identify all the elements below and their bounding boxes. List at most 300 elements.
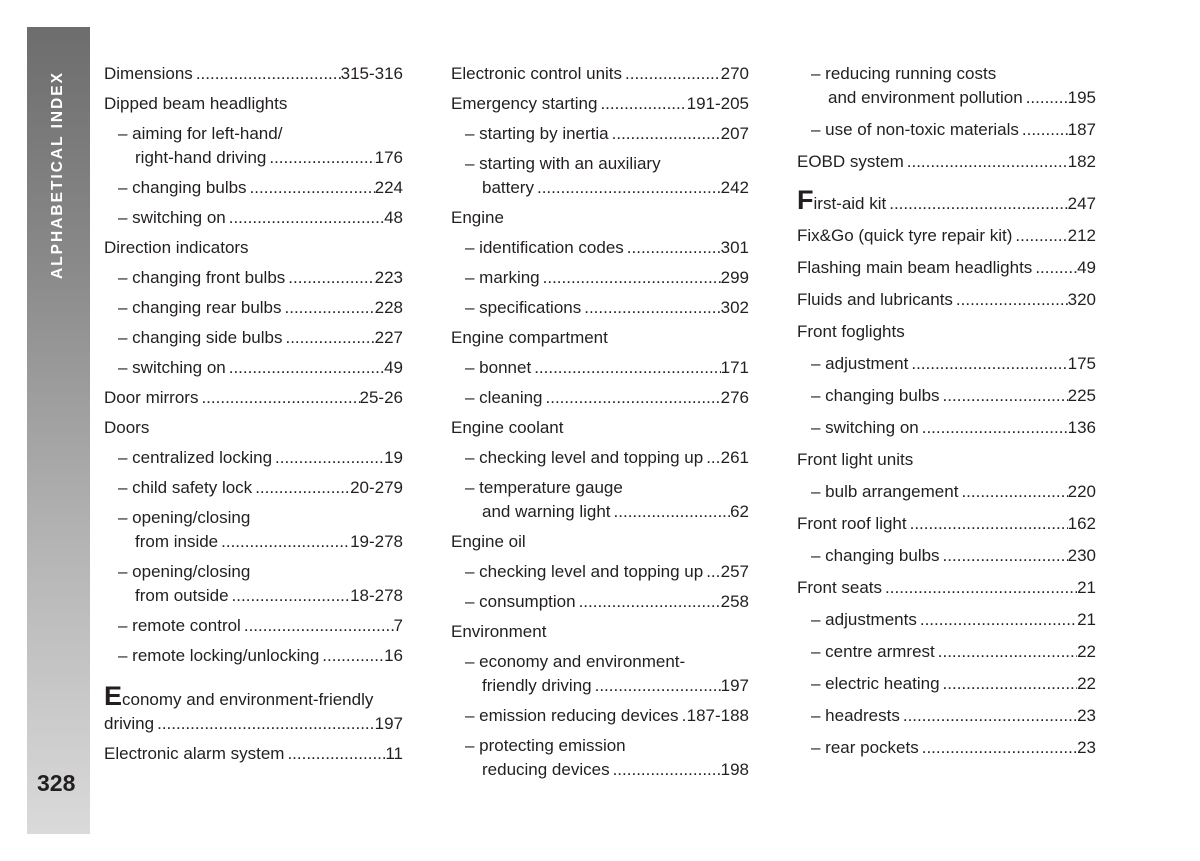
page-number: 328 [37, 770, 76, 796]
dot-leader [597, 92, 686, 116]
index-subentry [797, 544, 1096, 568]
index-entry-text: – protecting emission [465, 736, 626, 755]
index-subentry [104, 476, 403, 500]
index-entry-text: – aiming for left-hand/ [118, 124, 283, 143]
page-ref: 230 [1067, 546, 1096, 565]
index-entry-line [811, 640, 1096, 664]
index-entry-line [118, 146, 403, 170]
page-ref: 11 [385, 744, 403, 763]
index-entry-line [451, 326, 749, 350]
page-ref: 175 [1067, 354, 1096, 373]
dot-leader [886, 192, 1067, 216]
index-subentry [451, 590, 749, 614]
index-column-1 [104, 62, 403, 766]
index-entry-text: – centralized locking [118, 448, 273, 467]
dot-leader [581, 296, 720, 320]
index-entry-text-group [465, 296, 581, 320]
index-entry-text-group [811, 736, 919, 760]
page-ref: 227 [374, 328, 403, 347]
page-ref: 212 [1067, 226, 1096, 245]
index-column-2 [451, 62, 749, 782]
index-entry-text: – centre armrest [811, 642, 935, 661]
index-entry-text: – economy and environment- [465, 652, 686, 671]
dot-leader [198, 386, 359, 410]
index-entry-line [118, 296, 403, 320]
dot-leader [218, 530, 350, 554]
page-ref: 223 [374, 268, 403, 287]
index-entry-text: Direction indicators [104, 238, 249, 257]
index-entry-line [811, 62, 1096, 86]
page-ref: 136 [1067, 418, 1096, 437]
dot-leader [611, 500, 731, 524]
page-ref: 62 [730, 502, 749, 521]
index-entry-line [465, 704, 749, 728]
index-entry-line [465, 446, 749, 470]
index-subentry [797, 608, 1096, 632]
dot-leader [319, 644, 384, 668]
page-ref: 19 [384, 448, 403, 467]
index-entry-line [118, 476, 403, 500]
index-entry-line [465, 590, 749, 614]
index-entry-text-group [811, 384, 940, 408]
index-entry-line [465, 176, 749, 200]
dot-leader [226, 206, 384, 230]
dot-leader [940, 672, 1078, 696]
index-entry-text-group [797, 256, 1032, 280]
index-entry-text: – switching on [811, 418, 919, 437]
index-subentry [104, 560, 403, 608]
index-entry-line [104, 92, 403, 116]
index-entry-text-group [104, 94, 287, 113]
page-ref: 171 [720, 358, 749, 377]
index-entry-text-group [451, 208, 504, 227]
index-entry-line [811, 544, 1096, 568]
index-subentry [797, 480, 1096, 504]
dot-leader [907, 512, 1068, 536]
index-entry-line [797, 576, 1096, 600]
index-entry [104, 92, 403, 116]
page-ref: 228 [374, 298, 403, 317]
dot-leader [703, 560, 720, 584]
index-entry-text-group [811, 544, 940, 568]
dot-leader [900, 704, 1077, 728]
dot-leader [919, 416, 1068, 440]
index-entry-line [465, 152, 749, 176]
index-entry-text-group [451, 532, 526, 551]
index-subentry [797, 118, 1096, 142]
index-subentry [797, 704, 1096, 728]
index-entry-text: Fluids and lubricants [797, 290, 953, 309]
index-entry-line [465, 650, 749, 674]
index-entry [797, 512, 1096, 536]
index-subentry [451, 704, 749, 728]
index-entry-line [465, 356, 749, 380]
page-ref: 162 [1067, 514, 1096, 533]
index-entry-line [465, 386, 749, 410]
index-entry-text-group [465, 704, 679, 728]
index-entry [797, 448, 1096, 472]
index-subentry [451, 650, 749, 698]
index-subentry [797, 62, 1096, 110]
index-entry-line [465, 734, 749, 758]
index-entry [451, 620, 749, 644]
index-entry-text: battery [482, 178, 534, 197]
index-subentry [451, 476, 749, 524]
index-entry-text: – changing bulbs [811, 386, 940, 405]
index-subentry [451, 296, 749, 320]
index-entry-text-group [118, 644, 319, 668]
dot-leader [679, 704, 687, 728]
index-entry-text: Doors [104, 418, 150, 437]
index-entry-text: conomy and environment-friendly [122, 690, 374, 709]
page-ref: 48 [384, 208, 403, 227]
page-ref: 21 [1077, 578, 1096, 597]
index-entry-text-group [118, 356, 226, 380]
index-entry-text: – bonnet [465, 358, 532, 377]
index-entry-line [104, 681, 403, 712]
index-entry-text-group [104, 418, 149, 437]
page-ref: 22 [1077, 674, 1096, 693]
index-entry-text: Emergency starting [451, 94, 598, 113]
page-ref: 20-279 [350, 478, 403, 497]
dot-leader [226, 356, 384, 380]
index-entry-text: – opening/closing [118, 562, 251, 581]
index-entry-text-group [118, 446, 272, 470]
index-subentry [797, 640, 1096, 664]
index-entry-text: – headrests [811, 706, 900, 725]
index-entry-line [118, 506, 403, 530]
dot-leader [953, 288, 1068, 312]
section-label: ALPHABETICAL INDEX [49, 71, 66, 279]
index-entry-text: – checking level and topping up [465, 562, 704, 581]
index-entry-text-group [811, 480, 958, 504]
index-entry-text-group [811, 704, 900, 728]
index-entry-line [797, 185, 1096, 216]
page-ref: 7 [393, 616, 403, 635]
index-entry [797, 320, 1096, 344]
index-entry-text-group [811, 640, 935, 664]
index-entry-line [811, 86, 1096, 110]
index-entry [104, 416, 403, 440]
index-entry-text-group [797, 288, 953, 312]
index-subentry [104, 644, 403, 668]
page-ref: 225 [1067, 386, 1096, 405]
index-entry-line [118, 614, 403, 638]
index-entry-line [451, 62, 749, 86]
index-entry-text-group [797, 576, 882, 600]
index-entry-text-group [118, 296, 282, 320]
index-entry-text: – starting by inertia [465, 124, 609, 143]
dot-leader [904, 150, 1068, 174]
index-entry [797, 224, 1096, 248]
index-subentry [451, 446, 749, 470]
index-entry-line [811, 480, 1096, 504]
index-entry-text-group [104, 62, 193, 86]
index-entry-line [451, 620, 749, 644]
page-ref: 302 [720, 298, 749, 317]
index-entry [451, 530, 749, 554]
index-entry-line [104, 742, 403, 766]
index-entry [104, 236, 403, 260]
index-entry-line [465, 560, 749, 584]
index-entry-text-group [797, 450, 913, 469]
index-entry [451, 92, 749, 116]
index-entry-text-group [797, 150, 904, 174]
dot-leader [540, 266, 721, 290]
index-subentry [451, 152, 749, 200]
index-entry-line [465, 296, 749, 320]
page-ref: 197 [720, 676, 749, 695]
index-entry-text-group [797, 224, 1012, 248]
index-entry-text-group [104, 238, 249, 257]
index-entry-line [118, 446, 403, 470]
index-entry-text: – changing side bulbs [118, 328, 283, 347]
index-entry-line [118, 644, 403, 668]
index-entry-line [797, 288, 1096, 312]
index-entry-text: Engine [451, 208, 504, 227]
index-entry-text: Front roof light [797, 514, 907, 533]
index-column-3 [797, 62, 1096, 760]
dot-leader [576, 590, 721, 614]
dot-leader [282, 296, 375, 320]
index-entry-text: Door mirrors [104, 388, 199, 407]
index-entry-text-group [811, 672, 940, 696]
index-entry-line [451, 416, 749, 440]
index-subentry [104, 614, 403, 638]
index-entry-text-group [118, 326, 282, 350]
page-ref: 195 [1067, 88, 1096, 107]
index-entry-text: – bulb arrangement [811, 482, 959, 501]
index-subentry [451, 386, 749, 410]
index-entry-text-group [465, 266, 540, 290]
index-entry-line [811, 672, 1096, 696]
index-subentry [104, 266, 403, 290]
dot-leader [284, 742, 385, 766]
index-entry-text: – reducing running costs [811, 64, 997, 83]
index-entry-text: right-hand driving [135, 148, 267, 167]
page-ref: 23 [1077, 738, 1096, 757]
index-entry-text-group [811, 608, 917, 632]
dot-leader [282, 326, 374, 350]
index-entry-text-group [465, 386, 543, 410]
dot-leader [247, 176, 375, 200]
index-subentry [104, 176, 403, 200]
index-entry-line [118, 266, 403, 290]
page-ref: 16 [384, 646, 403, 665]
index-entry-text: Electronic control units [451, 64, 623, 83]
dot-leader [154, 712, 375, 736]
index-entry-line [118, 326, 403, 350]
page-ref: 207 [720, 124, 749, 143]
dot-leader [252, 476, 350, 500]
index-entry-line [797, 320, 1096, 344]
index-entry-line [118, 122, 403, 146]
index-subentry [451, 356, 749, 380]
index-entry [451, 206, 749, 230]
page-ref: 299 [720, 268, 749, 287]
dot-leader [935, 640, 1077, 664]
index-entry-text: Flashing main beam headlights [797, 258, 1033, 277]
index-entry [797, 150, 1096, 174]
index-entry-text: – opening/closing [118, 508, 251, 527]
page-ref: 22 [1077, 642, 1096, 661]
index-subentry [451, 560, 749, 584]
index-subentry [797, 416, 1096, 440]
index-entry-text: from inside [135, 532, 219, 551]
index-entry-text-group [797, 322, 905, 341]
index-entry-text-group [451, 92, 597, 116]
dot-leader [1019, 118, 1068, 142]
page-ref: 19-278 [350, 532, 403, 551]
index-entry [104, 386, 403, 410]
index-entry-text: EOBD system [797, 152, 904, 171]
index-entry-text: – specifications [465, 298, 582, 317]
index-entry-line [797, 512, 1096, 536]
index-entry [451, 416, 749, 440]
index-entry-line [118, 530, 403, 554]
index-subentry [451, 734, 749, 782]
index-entry-line [104, 712, 403, 736]
index-entry-text: Front light units [797, 450, 914, 469]
dot-leader [940, 544, 1068, 568]
index-entry-text: and environment pollution [828, 88, 1023, 107]
index-entry [104, 742, 403, 766]
index-entry-line [465, 500, 749, 524]
dot-leader [1032, 256, 1077, 280]
page-ref: 242 [720, 178, 749, 197]
index-entry-text: – identification codes [465, 238, 624, 257]
index-entry-text: – electric heating [811, 674, 940, 693]
index-entry-text: – adjustments [811, 610, 917, 629]
dot-leader [266, 146, 374, 170]
index-entry-text: – switching on [118, 208, 226, 227]
index-entry-line [104, 236, 403, 260]
page-ref: 197 [374, 714, 403, 733]
index-entry [797, 576, 1096, 600]
page-ref: 258 [720, 592, 749, 611]
index-entry-text: – marking [465, 268, 540, 287]
index-entry-text-group [118, 476, 252, 500]
index-subentry [451, 122, 749, 146]
page-ref: 257 [720, 562, 749, 581]
index-entry-text: – checking level and topping up [465, 448, 704, 467]
page-ref: 23 [1077, 706, 1096, 725]
index-entry-text-group [811, 352, 908, 376]
index-entry-text: Engine oil [451, 532, 526, 551]
index-entry-text: Front seats [797, 578, 883, 597]
index-entry [104, 681, 403, 736]
index-entry-line [811, 416, 1096, 440]
index-entry-text-group [465, 446, 703, 470]
index-entry-text: – changing bulbs [811, 546, 940, 565]
page-ref: 261 [720, 448, 749, 467]
dot-leader [272, 446, 384, 470]
index-entry-text-group [104, 742, 284, 766]
index-entry-line [797, 256, 1096, 280]
index-entry-line [451, 530, 749, 554]
dot-leader [543, 386, 721, 410]
index-subentry [104, 296, 403, 320]
index-entry [797, 288, 1096, 312]
dot-leader [940, 384, 1068, 408]
index-entry-text: friendly driving [482, 676, 592, 695]
index-initial-letter: E [104, 681, 123, 711]
dot-leader [624, 236, 721, 260]
index-subentry [104, 326, 403, 350]
index-entry-line [465, 758, 749, 782]
index-entry-line [465, 266, 749, 290]
index-entry-text-group [811, 118, 1019, 142]
page-ref: 49 [384, 358, 403, 377]
dot-leader [622, 62, 721, 86]
dot-leader [919, 736, 1077, 760]
index-entry-text: – rear pockets [811, 738, 919, 757]
dot-leader [703, 446, 720, 470]
page-ref: 187 [1067, 120, 1096, 139]
index-entry-text-group [465, 122, 609, 146]
page-ref: 21 [1077, 610, 1096, 629]
index-entry-text-group [465, 590, 576, 614]
index-entry-text-group [118, 176, 247, 200]
index-entry-text: Electronic alarm system [104, 744, 285, 763]
index-entry-text: – cleaning [465, 388, 543, 407]
index-entry-text: – use of non-toxic materials [811, 120, 1019, 139]
index-entry-text-group [118, 266, 285, 290]
index-entry-text: – starting with an auxiliary [465, 154, 661, 173]
page-ref: 220 [1067, 482, 1096, 501]
page-ref: 198 [720, 760, 749, 779]
index-initial-letter: F [797, 185, 814, 215]
index-entry-text: Dimensions [104, 64, 193, 83]
index-entry-line [797, 448, 1096, 472]
page-ref: 315-316 [340, 64, 403, 83]
index-entry-line [451, 206, 749, 230]
index-entry-text: Engine coolant [451, 418, 564, 437]
page-ref: 176 [374, 148, 403, 167]
index-entry-text-group [797, 512, 907, 536]
index-subentry [797, 672, 1096, 696]
index-entry-text-group [797, 185, 887, 216]
index-entry-text: – adjustment [811, 354, 909, 373]
index-entry-text: – emission reducing devices [465, 706, 679, 725]
dot-leader [908, 352, 1067, 376]
index-entry-text: Fix&Go (quick tyre repair kit) [797, 226, 1013, 245]
index-entry-text: Dipped beam headlights [104, 94, 288, 113]
index-entry-text-group [451, 622, 546, 641]
index-subentry [104, 506, 403, 554]
index-entry-text-group [451, 328, 608, 347]
dot-leader [534, 176, 721, 200]
index-entry-line [811, 608, 1096, 632]
index-entry-text: – changing rear bulbs [118, 298, 282, 317]
index-subentry [104, 446, 403, 470]
index-subentry [797, 384, 1096, 408]
page-ref: 301 [720, 238, 749, 257]
index-entry-text: Front foglights [797, 322, 905, 341]
index-entry-text: irst-aid kit [813, 194, 887, 213]
page-ref: 182 [1067, 152, 1096, 171]
index-entry-line [811, 118, 1096, 142]
index-entry-line [118, 356, 403, 380]
index-entry-text: reducing devices [482, 760, 610, 779]
index-entry-line [465, 476, 749, 500]
index-subentry [104, 356, 403, 380]
index-entry-line [811, 352, 1096, 376]
index-entry-text-group [104, 386, 198, 410]
index-entry-text: – switching on [118, 358, 226, 377]
index-entry [451, 62, 749, 86]
index-entry-text-group [811, 416, 919, 440]
